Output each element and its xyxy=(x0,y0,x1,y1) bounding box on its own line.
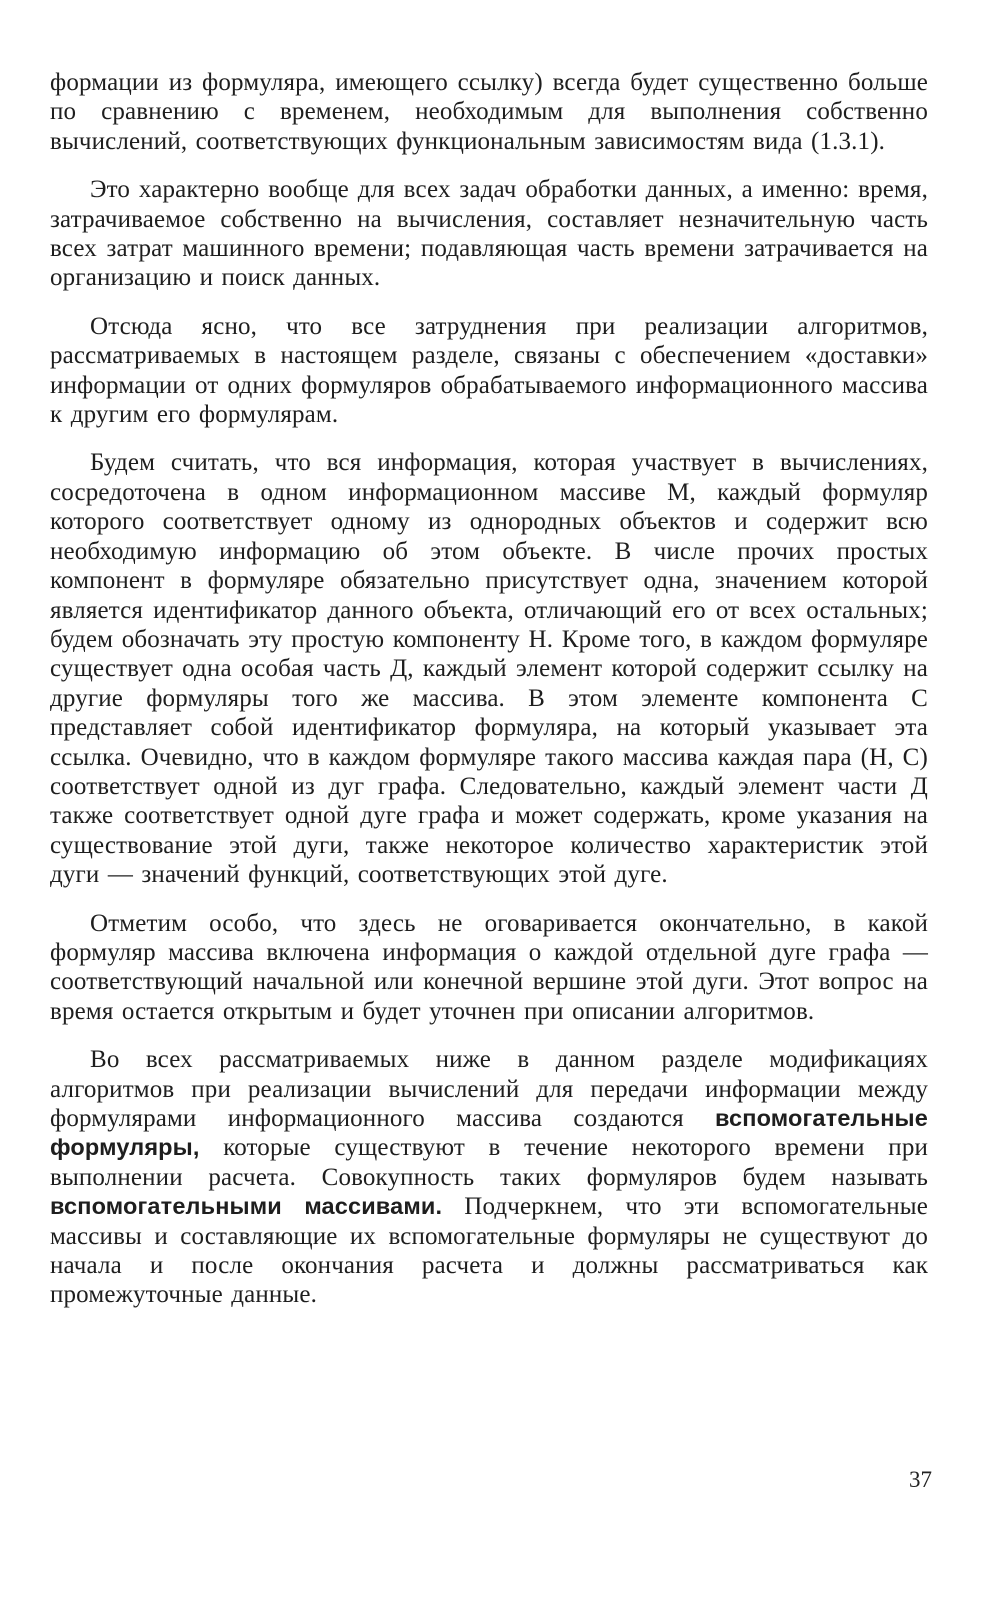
paragraph-3-text: Отсюда ясно, что все затруднения при реализации алгоритмов, рассматриваемых в настоящем разделе, связаны с обеспечением «доставки» информации от одних формуляров обрабатываемого информационного массива к другим его формулярам. xyxy=(50,312,928,429)
paragraph-4 xyxy=(50,448,928,889)
paragraph-4-text: Будем считать, что вся информация, которая участвует в вычислениях, сосредоточена в одном информационном массиве М, каждый формуляр которого соответствует одному из однородных объектов и содержит всю необходимую информацию об этом объекте. В числе прочих простых компонент в формуляре обязательно присутствует одна, значением которой является идентификатор данного объекта, отличающий его от всех остальных; будем обозначать эту простую компоненту Н. Кроме того, в каждом формуляре существует одна особая часть Д, каждый элемент которой содержит ссылку на другие формуляры того же массива. В этом элементе компонента С представляет собой идентификатор формуляра, на который указывает эта ссылка. Очевидно, что в каждом формуляре такого массива каждая пара (Н, С) соответствует одной из дуг графа. Следовательно, каждый элемент части Д также соответствует одной дуге графа и может содержать, кроме указания на существование этой дуги, также некоторое количество характеристик этой дуги — значений функций, соответствующих этой дуге. xyxy=(50,449,928,889)
term-auxiliary-forms: вспомогательные формуляры, xyxy=(50,1105,928,1161)
term-auxiliary-arrays: вспомогательными массивами. xyxy=(50,1193,443,1220)
paragraph-6-text-a: Во всех рассматриваемых ниже в данном разделе модификациях алгоритмов при реализации вычислений для передачи информации между формулярами информационного массива создаются xyxy=(50,1046,928,1132)
page-body xyxy=(50,68,928,1329)
paragraph-5-text: Отметим особо, что здесь не оговаривается окончательно, в какой формуляр массива включена информация о каждой отдельной дуге графа — соответствующий начальной или конечной вершине этой дуги. Этот вопрос на время остается открытым и будет уточнен при описании алгоритмов. xyxy=(50,909,928,1025)
paragraph-3 xyxy=(50,312,928,430)
paragraph-1-text: формации из формуляра, имеющего ссылку) всегда будет существенно больше по сравнению с временем, необходимым для выполнения собственно вычислений, соответствующих функциональным зависимостям вида (1.3.1). xyxy=(50,69,928,155)
paragraph-2 xyxy=(50,175,928,293)
page-number: 37 xyxy=(909,1467,932,1492)
paragraph-5 xyxy=(50,909,928,1027)
paragraph-6-text-b: которые существуют в течение некоторого времени при выполнении расчета. Совокупность таких формуляров будем называть xyxy=(50,1134,928,1191)
paragraph-6-text-c: Подчеркнем, что эти вспомогательные массивы и составляющие их вспомогательные формуляры не существуют до начала и после окончания расчета и должны рассматриваться как промежуточные данные. xyxy=(50,1193,928,1309)
paragraph-6 xyxy=(50,1045,928,1310)
paragraph-2-text: Это характерно вообще для всех задач обработки данных, а именно: время, затрачиваемое собственно на вычисления, составляет незначительную часть всех затрат машинного времени; подавляющая часть времени затрачивается на организацию и поиск данных. xyxy=(50,176,928,292)
paragraph-1 xyxy=(50,68,928,156)
